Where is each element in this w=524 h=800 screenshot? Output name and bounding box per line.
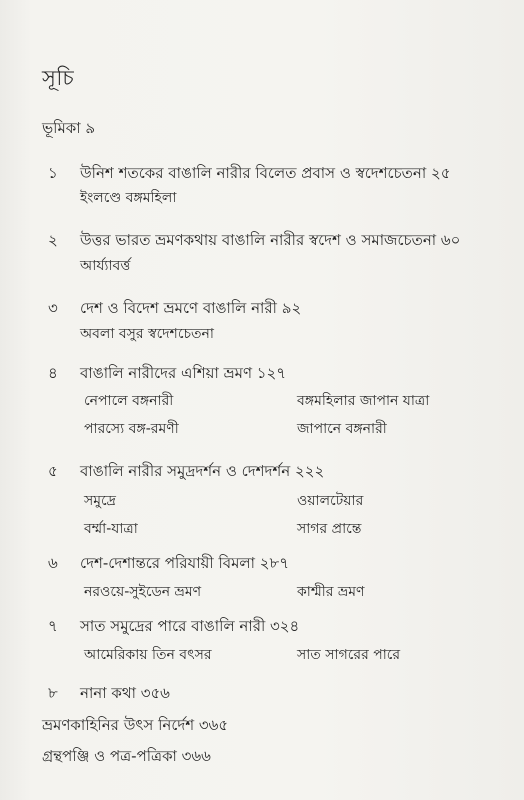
chapter-title: নানা কথা ৩৫৬ xyxy=(80,684,170,702)
chapter-title: দেশ ও বিদেশ ভ্রমণে বাঙালি নারী ৯২ xyxy=(80,299,302,317)
chapter-sub-entry: বঙ্গমহিলার জাপান যাত্রা xyxy=(297,393,430,409)
chapter-number: ৭ xyxy=(48,617,58,635)
chapter-sub-entry: সাগর প্রান্তে xyxy=(297,521,362,537)
toc-sources-entry: ভ্রমণকাহিনির উৎস নির্দেশ ৩৬৫ xyxy=(42,716,229,734)
chapter-sub-entry: কাশ্মীর ভ্রমণ xyxy=(297,584,365,600)
chapter-sub-entry: বর্ম্মা-যাত্রা xyxy=(84,521,138,537)
chapter-number: ৮ xyxy=(48,684,58,702)
chapter-title: বাঙালি নারীর সমুদ্রদর্শন ও দেশদর্শন ২২২ xyxy=(80,462,325,480)
chapter-number: ১ xyxy=(48,164,58,182)
chapter-sub-entry: নরওয়ে-সুইডেন ভ্রমণ xyxy=(84,584,202,600)
chapter-number: ৩ xyxy=(48,299,58,317)
chapter-sub-entry: আমেরিকায় তিন বৎসর xyxy=(84,647,212,663)
chapter-number: ৪ xyxy=(48,364,58,382)
chapter-number: ২ xyxy=(48,231,58,249)
chapter-title: দেশ-দেশান্তরে পরিযায়ী বিমলা ২৮৭ xyxy=(80,554,289,572)
chapter-number: ৫ xyxy=(48,462,58,480)
chapter-sub-entry: সমুদ্রে xyxy=(84,493,116,509)
chapter-title: উত্তর ভারত ভ্রমণকথায় বাঙালি নারীর স্বদেশ ও সমাজচেতনা ৬০ xyxy=(80,231,461,249)
chapter-sub-entry: পারস্যে বঙ্গ-রমণী xyxy=(84,421,179,437)
chapter-sub-entry: ওয়ালটেয়ার xyxy=(297,493,364,509)
chapter-sub-entry: অবলা বসুর স্বদেশচেতনা xyxy=(80,326,214,342)
chapter-number: ৬ xyxy=(48,554,58,572)
chapter-sub-entry: জাপানে বঙ্গনারী xyxy=(297,421,387,437)
chapter-sub-entry: ইংলণ্ডে বঙ্গমহিলা xyxy=(80,190,177,206)
toc-bibliography-entry: গ্রন্থপঞ্জি ও পত্র-পত্রিকা ৩৬৬ xyxy=(42,747,211,765)
chapter-sub-entry: আর্য্যাবর্ত্ত xyxy=(80,258,131,274)
page-title: সূচি xyxy=(42,66,75,90)
chapter-sub-entry: সাত সাগরের পারে xyxy=(297,647,401,663)
toc-intro: ভূমিকা ৯ xyxy=(42,119,96,137)
chapter-title: সাত সমুদ্রের পারে বাঙালি নারী ৩২৪ xyxy=(80,617,300,635)
chapter-sub-entry: নেপালে বঙ্গনারী xyxy=(84,393,174,409)
chapter-title: বাঙালি নারীদের এশিয়া ভ্রমণ ১২৭ xyxy=(80,364,287,382)
chapter-title: উনিশ শতকের বাঙালি নারীর বিলেত প্রবাস ও স্বদেশচেতনা ২৫ xyxy=(80,164,451,182)
